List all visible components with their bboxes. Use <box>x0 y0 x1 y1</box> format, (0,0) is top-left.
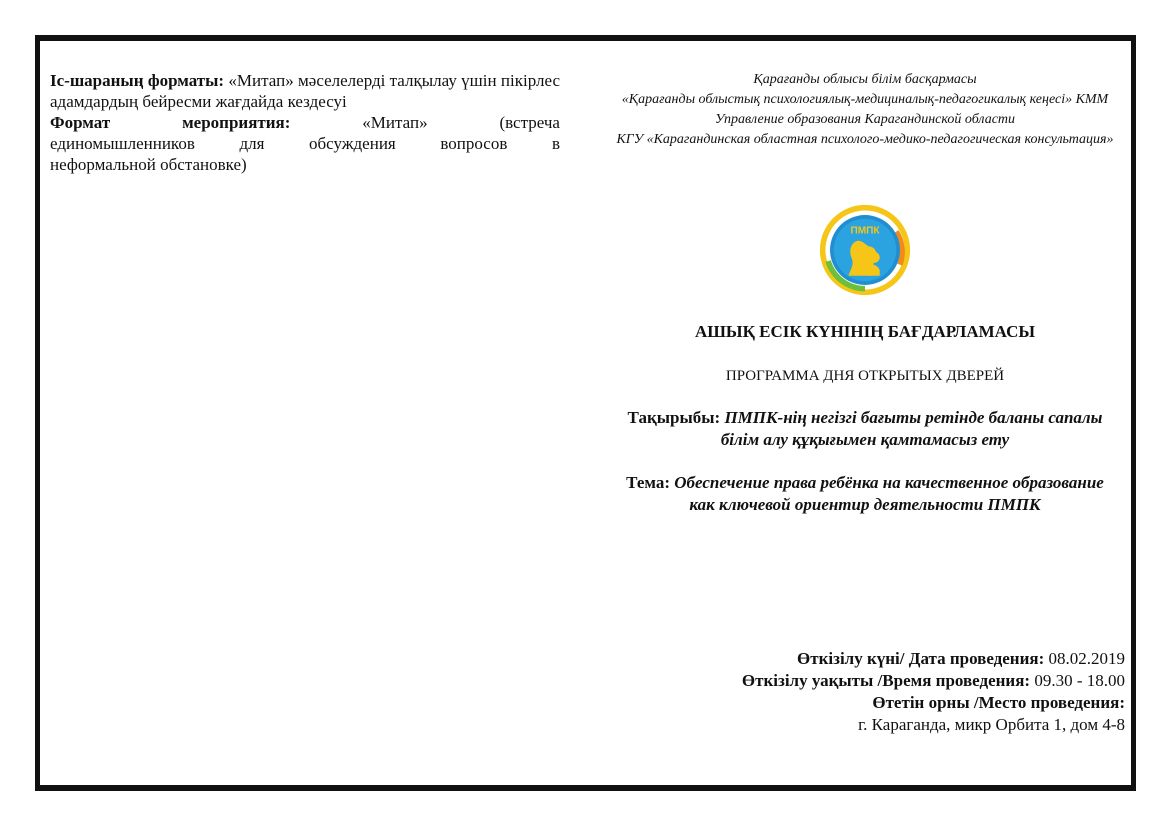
format-ru-line2: единомышленников для обсуждения вопросов в <box>50 134 560 153</box>
event-date-value: 08.02.2019 <box>1044 649 1125 668</box>
event-date <box>605 648 1125 670</box>
format-kz-text: «Митап» мәселелерді талқылау үшін пікірлес адамдардың бейресми жағдайда кездесуі <box>50 71 560 111</box>
event-time <box>605 670 1125 692</box>
program-title-ru: ПРОГРАММА ДНЯ ОТКРЫТЫХ ДВЕРЕЙ <box>725 368 1005 384</box>
event-time-value: 09.30 - 18.00 <box>1030 671 1125 690</box>
logo-text: ПМПК <box>850 225 880 237</box>
format-ru-label-1: Формат <box>50 113 111 132</box>
theme-kz-label: Тақырыбы: <box>627 408 721 427</box>
format-ru-text-2: (встреча <box>499 113 560 132</box>
format-ru-label-2: мероприятия: <box>182 113 291 132</box>
org-line-4: КГУ «Карагандинская областная психолого-медико-педагогическая консультация» <box>616 132 1114 147</box>
theme-ru-text: Обеспечение права ребёнка на качественное образование как ключевой ориентир деятельности ПМПК <box>670 473 1104 514</box>
event-place-value: г. Караганда, микр Орбита 1, дом 4-8 <box>858 715 1125 734</box>
org-line-2: «Қарағанды облыстық психологиялық-медициналық-педагогикалық кеңесі» КММ <box>621 92 1109 107</box>
format-kz <box>50 70 560 112</box>
org-line-3: Управление образования Карагандинской области <box>714 112 1016 127</box>
format-ru-line1 <box>50 112 560 133</box>
right-panel <box>605 70 1125 734</box>
theme-kz <box>625 407 1105 451</box>
left-panel <box>50 70 560 175</box>
event-place-label: Өтетін орны /Место проведения: <box>872 693 1125 712</box>
theme-ru-label: Тема: <box>626 473 671 492</box>
format-ru-text-1: «Митап» <box>362 113 428 132</box>
event-details <box>605 648 1125 736</box>
event-date-label: Өткізілу күні/ Дата проведения: <box>797 649 1045 668</box>
org-line-1: Қарағанды облысы білім басқармасы <box>753 72 977 87</box>
program-title-kz: АШЫҚ ЕСІК КҮНІНІҢ БАҒДАРЛАМАСЫ <box>694 322 1036 341</box>
theme-ru <box>625 472 1105 516</box>
format-ru-line3: неформальной обстановке) <box>50 155 247 174</box>
pmpk-logo-icon <box>819 204 911 296</box>
organization-header <box>605 70 1125 150</box>
theme-kz-text: ПМПК-нің негізгі бағыты ретінде баланы сапалы білім алу құқығымен қамтамасыз ету <box>720 408 1103 449</box>
event-time-label: Өткізілу уақыты /Время проведения: <box>741 671 1031 690</box>
event-place <box>605 692 1125 714</box>
format-kz-label: Іс-шараның форматы: <box>50 71 225 90</box>
